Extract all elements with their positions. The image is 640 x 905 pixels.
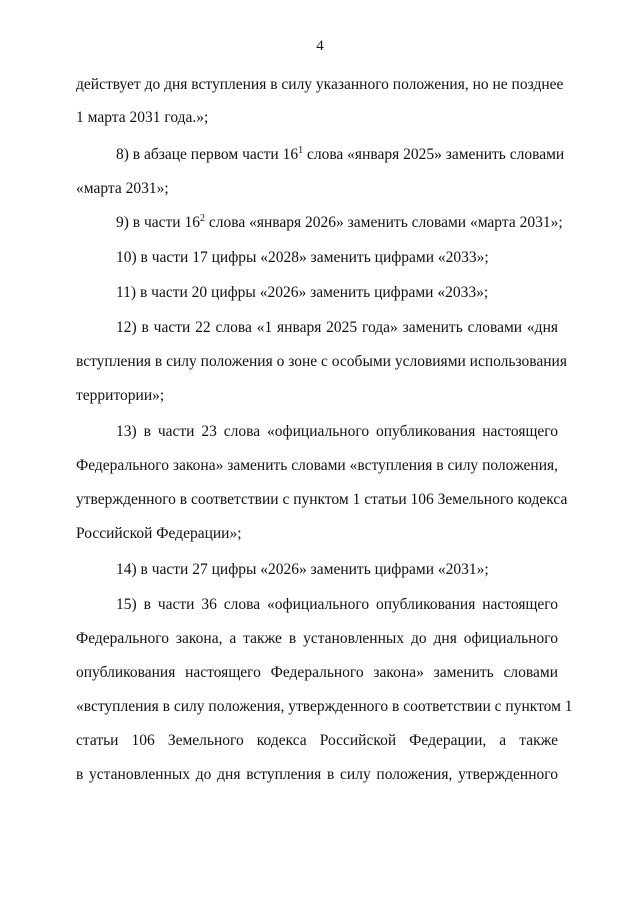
superscript-2: 2	[199, 213, 205, 224]
text-line-7: 11) в части 20 цифры «2026» заменить цифрами «2033»;	[116, 284, 489, 301]
text-line-5	[116, 213, 563, 233]
text-line-19: «вступления в силу положения, утвержденного в соответствии с пунктом 1	[76, 698, 573, 715]
text-line-15: 14) в части 27 цифры «2026» заменить цифрами «2031»;	[116, 561, 489, 578]
text-line-5-part-a: 9) в части 16	[116, 214, 200, 231]
page-number: 4	[316, 38, 324, 54]
superscript-1: 1	[298, 145, 304, 156]
text-line-4: «марта 2031»;	[76, 180, 169, 197]
text-line-17: Федерального закона, а также в установленных до дня официального	[76, 630, 558, 647]
text-line-11: 13) в части 23 слова «официального опубликования настоящего	[116, 423, 558, 440]
text-line-9: вступления в силу положения о зоне с особыми условиями использования	[76, 353, 567, 370]
text-line-6: 10) в части 17 цифры «2028» заменить цифрами «2033»;	[116, 249, 489, 266]
text-line-10: территории»;	[76, 387, 165, 404]
text-line-1: действует до дня вступления в силу указанного положения, но не позднее	[76, 76, 564, 93]
text-line-3-part-b: слова «января 2025» заменить словами	[303, 146, 565, 163]
text-line-13: утвержденного в соответствии с пунктом 1 статьи 106 Земельного кодекса	[76, 491, 568, 508]
text-line-2: 1 марта 2031 года.»;	[76, 109, 209, 126]
text-line-5-part-b: слова «января 2026» заменить словами «марта 2031»;	[204, 214, 563, 231]
text-line-21: в установленных до дня вступления в силу положения, утвержденного	[76, 766, 558, 783]
text-line-8: 12) в части 22 слова «1 января 2025 года» заменить словами «дня	[116, 319, 558, 336]
text-line-3-part-a: 8) в абзаце первом части 16	[116, 146, 299, 163]
text-line-20: статьи 106 Земельного кодекса Российской Федерации, а также	[76, 732, 558, 749]
text-line-3	[116, 145, 565, 165]
text-line-16: 15) в части 36 слова «официального опубликования настоящего	[116, 596, 558, 613]
text-line-12: Федерального закона» заменить словами «вступления в силу положения,	[76, 457, 558, 474]
text-line-14: Российской Федерации»;	[76, 525, 242, 542]
text-line-18: опубликования настоящего Федерального закона» заменить словами	[76, 664, 558, 681]
